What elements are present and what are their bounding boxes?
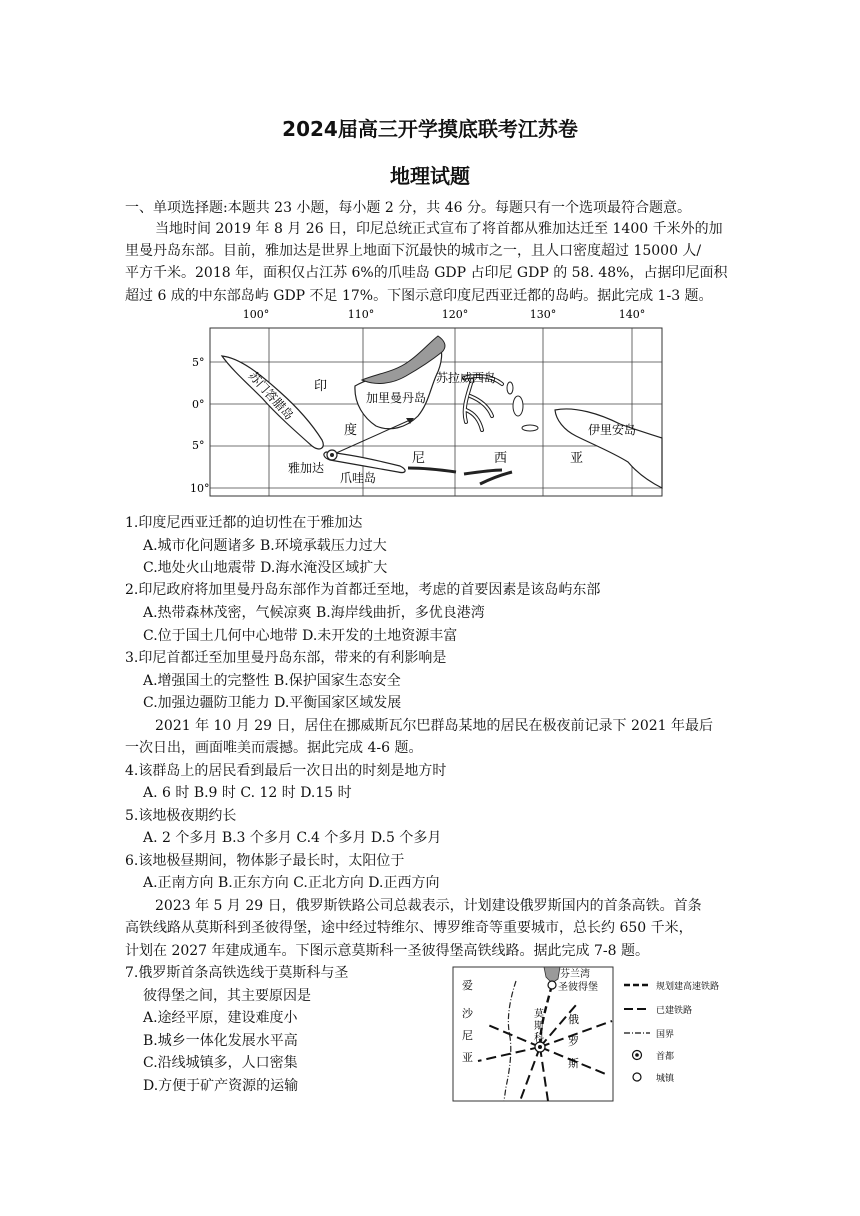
passage1-line: 超过 6 成的中东部岛屿 GDP 不足 17%。下图示意印度尼西亚迁都的岛屿。据此完成 1-3 题。 <box>125 288 713 304</box>
passage1-line: 当地时间 2019 年 8 月 26 日，印尼总统正式宣布了将首都从雅加达迁至 1400 千米外的加 <box>155 221 723 237</box>
question-stem: 5.该地极夜期约长 <box>125 808 237 824</box>
passage2-line: 2021 年 10 月 29 日，居住在挪威斯瓦尔巴群岛某地的居民在极夜前记录下 2021 年最后 <box>155 718 714 734</box>
question-stem: 1.印度尼西亚迁都的迫切性在于雅加达 <box>125 515 363 531</box>
label-sumatra: 苏门答腊岛 <box>245 368 297 423</box>
label-country-char: 沙 <box>462 1007 473 1020</box>
legend-label: 已建铁路 <box>656 1006 693 1016</box>
label-country-char: 爱 <box>462 979 473 992</box>
question-stem: 7.俄罗斯首条高铁选线于莫斯科与圣 <box>125 965 349 981</box>
passage1-line: 里曼丹岛东部。目前，雅加达是世界上地面下沉最快的城市之一，且人口密度超过 15000 人/ <box>125 243 702 259</box>
lat-label: 5° <box>192 356 205 369</box>
question-option: A.途经平原，建设难度小 <box>143 1010 298 1026</box>
label-kalimantan: 加里曼丹岛 <box>366 391 427 405</box>
question-options: A.城市化问题诸多 B.环境承载压力过大 <box>143 538 387 554</box>
lon-label: 140° <box>618 308 646 321</box>
label-moscow-char: 科 <box>534 1033 544 1044</box>
lat-label: 10° <box>190 482 210 495</box>
legend-label: 首都 <box>656 1052 675 1062</box>
railway-map <box>448 965 768 1105</box>
page-title: 2024届高三开学摸底联考江苏卷 <box>282 117 578 141</box>
question-stem: 4.该群岛上的居民看到最后一次日出的时刻是地方时 <box>125 763 447 779</box>
question-option: B.城乡一体化发展水平高 <box>143 1033 298 1049</box>
passage2-line: 一次日出，画面唯美而震撼。据此完成 4-6 题。 <box>125 740 423 756</box>
label-java: 爪哇岛 <box>340 471 377 485</box>
question-option: D.方便于矿产资源的运输 <box>143 1078 299 1094</box>
label-jakarta: 雅加达 <box>288 461 325 475</box>
question-stem: 3.印尼首都迁至加里曼丹岛东部，带来的有利影响是 <box>125 650 447 666</box>
label-country-char: 尼 <box>412 451 426 466</box>
label-country-char: 亚 <box>570 451 584 466</box>
question-stem: 6.该地极昼期间，物体影子最长时，太阳位于 <box>125 853 405 869</box>
label-country-char: 西 <box>494 451 508 466</box>
label-finland-gulf: 芬兰湾 <box>560 969 590 980</box>
section-header: 一、单项选择题:本题共 23 小题，每小题 2 分，共 46 分。每题只有一个选项最符合题意。 <box>125 200 691 216</box>
lon-label: 110° <box>347 308 375 321</box>
label-country-char: 俄 <box>568 1013 579 1026</box>
label-country-char: 印 <box>314 379 328 394</box>
label-spb: 圣彼得堡 <box>558 982 598 993</box>
lat-label: 5° <box>192 439 205 452</box>
question-stem: 彼得堡之间，其主要原因是 <box>143 988 311 1004</box>
passage3-line: 2023 年 5 月 29 日，俄罗斯铁路公司总裁表示，计划建设俄罗斯国内的首条高铁。首条 <box>155 898 702 914</box>
label-sulawesi: 苏拉威西岛 <box>436 371 497 385</box>
question-options: C.地处火山地震带 D.海水淹没区域扩大 <box>143 560 388 576</box>
label-country-char: 亚 <box>462 1051 473 1064</box>
question-options: C.位于国土几何中心地带 D.未开发的土地资源丰富 <box>143 628 458 644</box>
label-irian: 伊里安岛 <box>588 423 637 437</box>
lon-label: 100° <box>242 308 270 321</box>
legend-label: 城镇 <box>656 1074 675 1084</box>
question-options: A.热带森林茂密，气候凉爽 B.海岸线曲折，多优良港湾 <box>143 605 485 621</box>
label-country-char: 斯 <box>568 1057 579 1070</box>
lon-label: 130° <box>529 308 557 321</box>
passage1-line: 平方千米。2018 年，面积仅占江苏 6%的爪哇岛 GDP 占印尼 GDP 的 58. 48%，占据印尼面积 <box>125 265 728 281</box>
lat-label: 0° <box>192 398 205 411</box>
passage3-line: 高铁线路从莫斯科到圣彼得堡，途中经过特维尔、博罗维奇等重要城市，总长约 650 千米， <box>125 920 693 936</box>
legend-label: 国界 <box>656 1030 675 1040</box>
question-options: A.增强国土的完整性 B.保护国家生态安全 <box>143 673 401 689</box>
question-options: A. 6 时 B.9 时 C. 12 时 D.15 时 <box>143 785 352 801</box>
label-country-char: 尼 <box>462 1029 473 1042</box>
question-options: A.正南方向 B.正东方向 C.正北方向 D.正西方向 <box>143 875 440 891</box>
legend-label: 规划建高速铁路 <box>656 982 720 992</box>
passage3-line: 计划在 2027 年建成通车。下图示意莫斯科一圣彼得堡高铁线路。据此完成 7-8 题。 <box>125 943 649 959</box>
question-options: A. 2 个多月 B.3 个多月 C.4 个多月 D.5 个多月 <box>143 830 442 846</box>
lon-label: 120° <box>441 308 469 321</box>
page-subtitle: 地理试题 <box>390 164 470 188</box>
label-moscow-char: 斯 <box>534 1021 544 1032</box>
question-options: C.加强边疆防卫能力 D.平衡国家区域发展 <box>143 695 402 711</box>
label-moscow-char: 莫 <box>534 1009 544 1020</box>
question-stem: 2.印尼政府将加里曼丹岛东部作为首都迁至地，考虑的首要因素是该岛屿东部 <box>125 582 601 598</box>
question-option: C.沿线城镇多，人口密集 <box>143 1055 298 1071</box>
label-country-char: 度 <box>344 423 358 438</box>
indonesia-map <box>180 306 675 506</box>
label-country-char: 罗 <box>568 1035 579 1048</box>
